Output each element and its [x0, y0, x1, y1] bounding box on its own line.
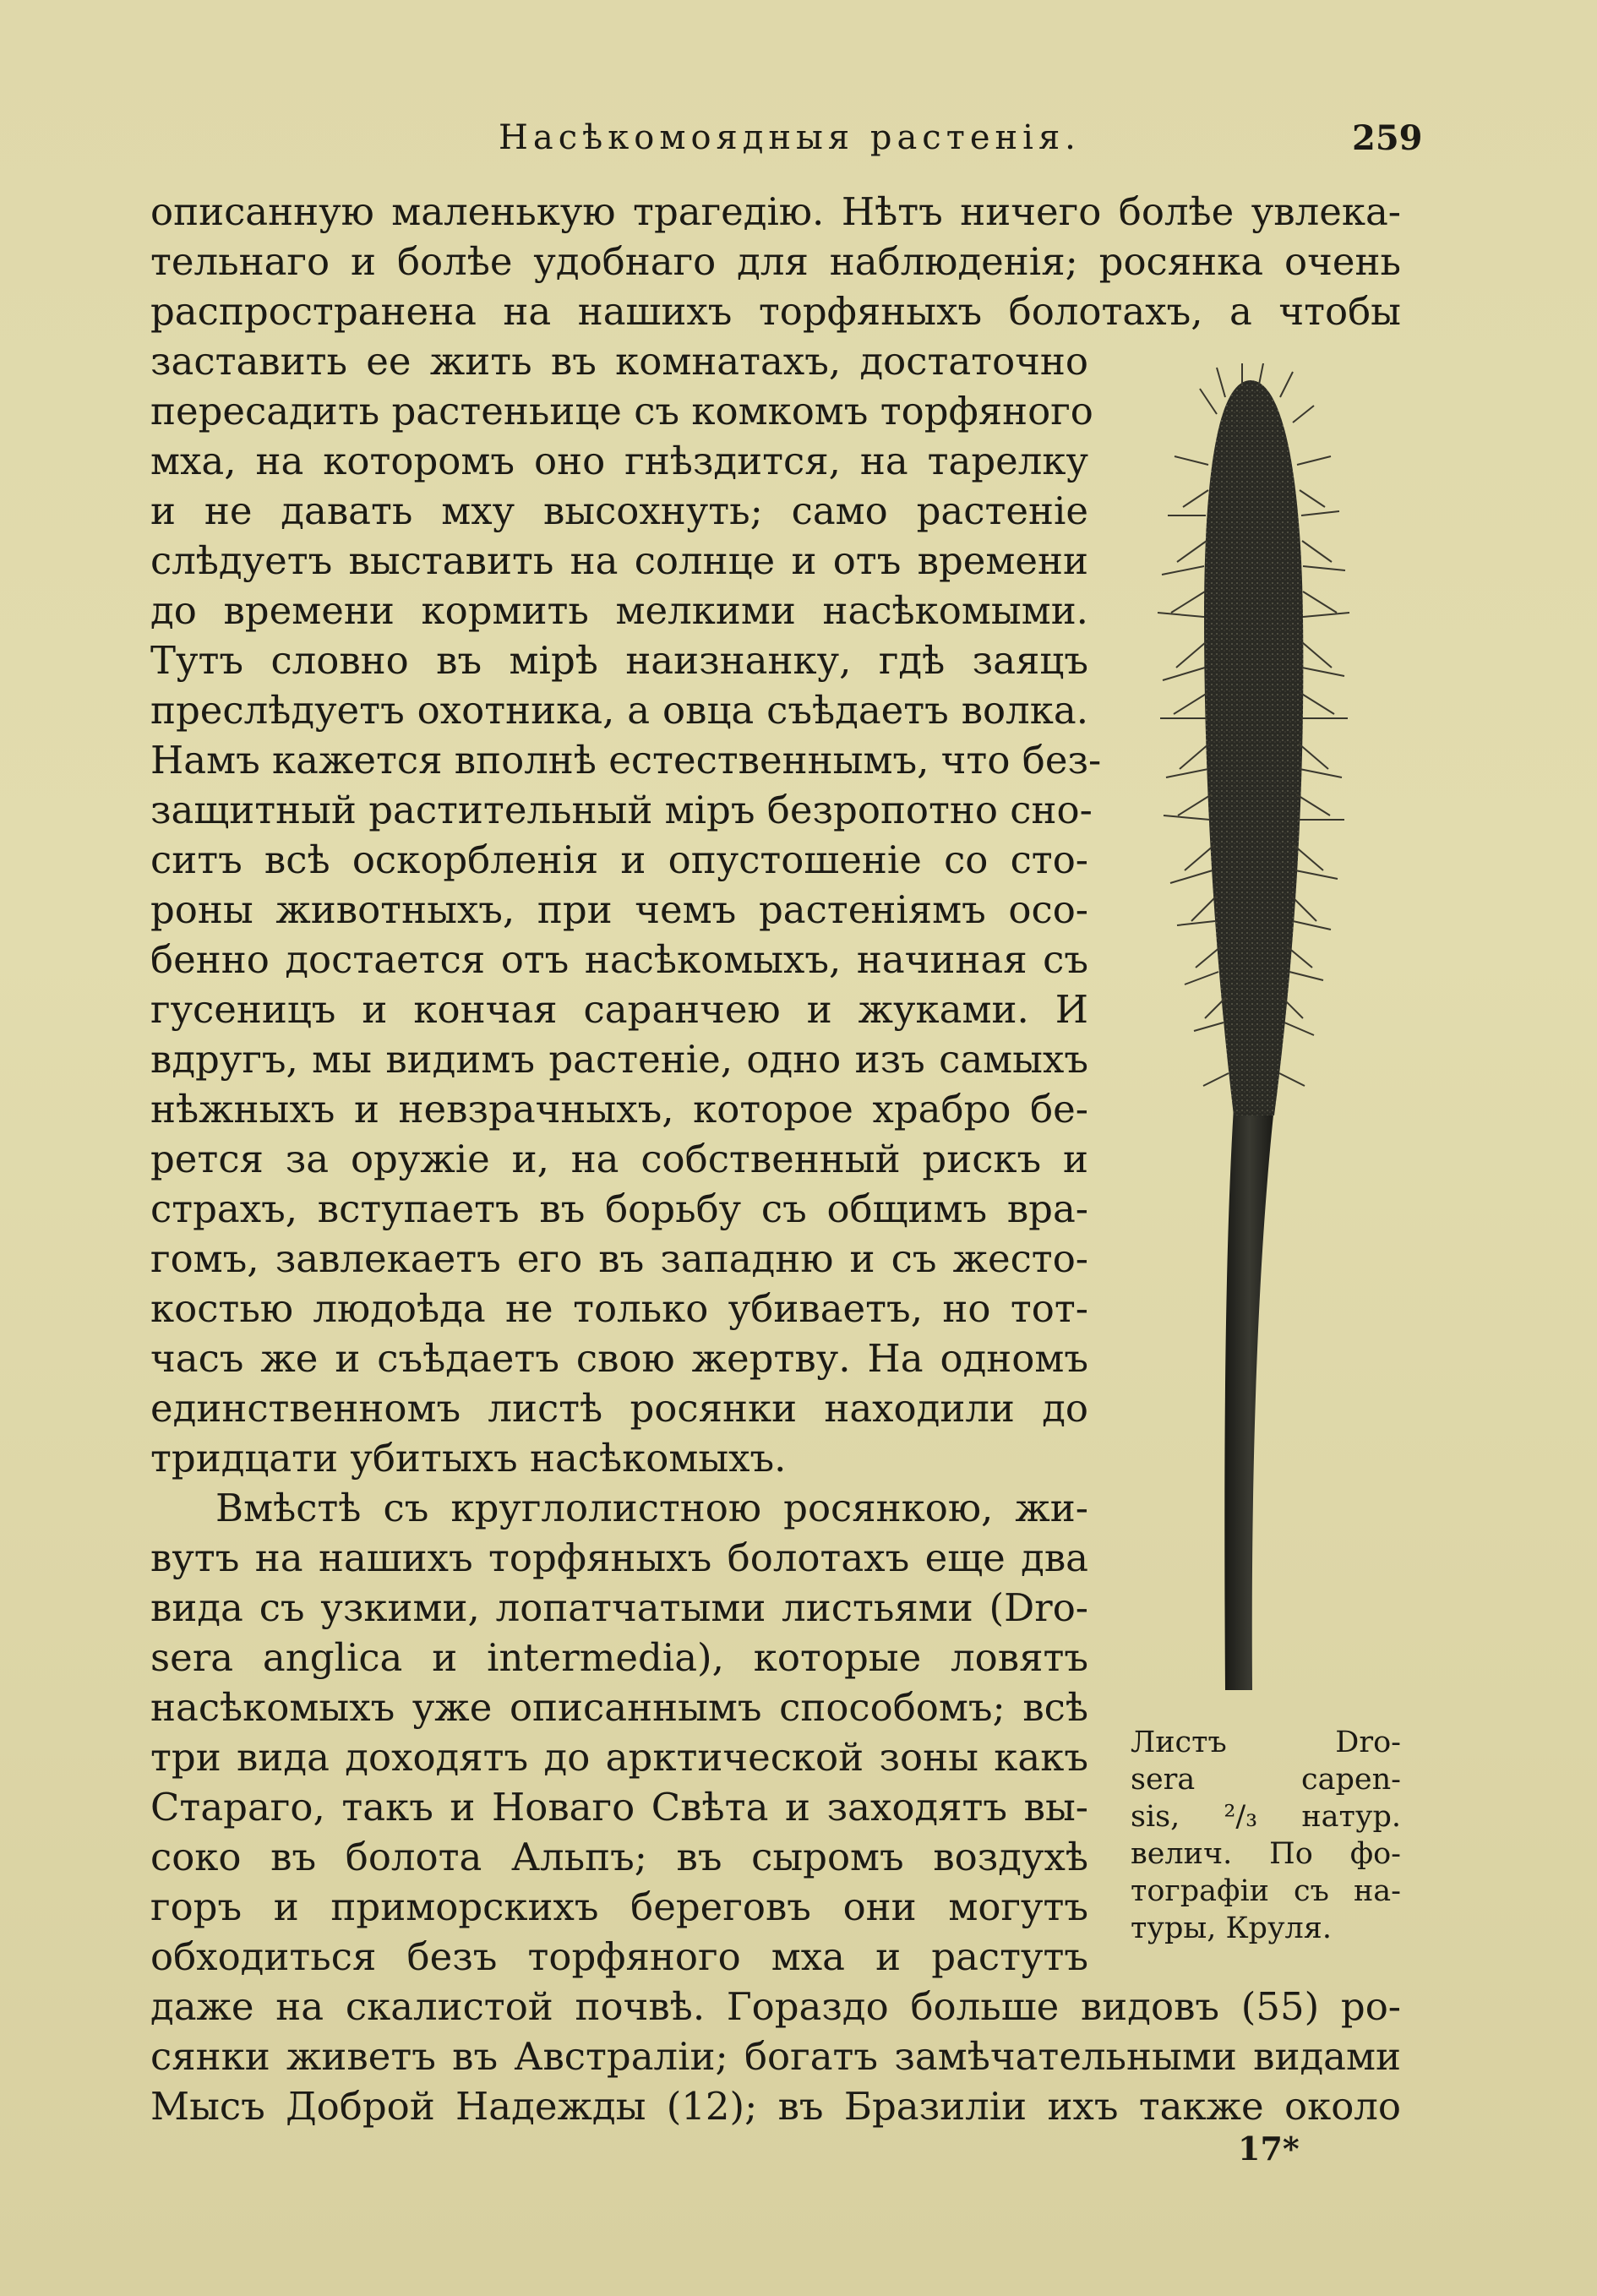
text-line: преслѣдуетъ охотника, а овца съѣдаетъ волка.: [150, 688, 1088, 733]
text-line: распространена на нашихъ торфяныхъ болотахъ, а чтобы: [150, 289, 1401, 334]
caption-line: sis, ²/₃ натур.: [1131, 1800, 1401, 1834]
text-line: Тутъ словно въ мірѣ наизнанку, гдѣ заяцъ: [150, 638, 1088, 683]
paragraph-first-line: Вмѣстѣ съ круглолистною росянкою, жи-: [215, 1486, 1088, 1530]
text-line: часъ же и съѣдаетъ свою жертву. На одномъ: [150, 1336, 1088, 1381]
text-line: роны животныхъ, при чемъ растеніямъ осо-: [150, 887, 1088, 932]
caption-line: велич. По фо-: [1131, 1837, 1401, 1871]
text-line: единственномъ листѣ росянки находили до: [150, 1386, 1088, 1431]
text-line: защитный растительный міръ безропотно сно-: [150, 788, 1093, 832]
text-line: костью людоѣда не только убиваетъ, но тот-: [150, 1286, 1088, 1331]
text-line: мха, на которомъ оно гнѣздится, на тарелку: [150, 439, 1088, 483]
text-line: описанную маленькую трагедію. Нѣтъ ничего болѣе увлека-: [150, 189, 1401, 234]
header-title: Насѣкомоядныя растенія.: [499, 118, 1081, 157]
leaf-stalk: [1224, 1107, 1274, 1690]
text-line: обходиться безъ торфяного мха и растутъ: [150, 1934, 1088, 1979]
text-line: рется за оружіе и, на собственный рискъ и: [150, 1137, 1088, 1181]
caption-line: sera capen-: [1131, 1763, 1401, 1797]
text-line: соко въ болота Альпъ; въ сыромъ воздухѣ: [150, 1835, 1088, 1879]
text-line: бенно достается отъ насѣкомыхъ, начиная съ: [150, 937, 1088, 982]
text-line: Намъ кажется вполнѣ естественнымъ, что без-: [150, 738, 1102, 783]
text-line: три вида доходятъ до арктической зоны какъ: [150, 1735, 1088, 1780]
page-number: 259: [1352, 118, 1423, 158]
text-line: даже на скалистой почвѣ. Гораздо больше видовъ (55) ро-: [150, 1984, 1401, 2029]
caption-line: Листъ Dro-: [1131, 1726, 1401, 1759]
text-line: пересадить растеньице съ комкомъ торфяного: [150, 389, 1093, 434]
text-line: ситъ всѣ оскорбленія и опустошеніе со сто-: [150, 837, 1088, 882]
text-line: вутъ на нашихъ торфяныхъ болотахъ еще два: [150, 1535, 1088, 1580]
drosera-leaf-illustration: [1124, 363, 1411, 1715]
text-line: вдругъ, мы видимъ растеніе, одно изъ самыхъ: [150, 1037, 1088, 1082]
text-line: нѣжныхъ и невзрачныхъ, которое храбро бе-: [150, 1087, 1088, 1132]
text-line: сянки живетъ въ Австраліи; богатъ замѣчательными видами: [150, 2034, 1401, 2079]
text-line: насѣкомыхъ уже описаннымъ способомъ; всѣ: [150, 1685, 1088, 1730]
text-line: тридцати убитыхъ насѣкомыхъ.: [150, 1436, 787, 1481]
text-line: заставить ее жить въ комнатахъ, достаточно: [150, 339, 1088, 384]
text-line: тельнаго и болѣе удобнаго для наблюденія; росянка очень: [150, 239, 1401, 284]
text-line: горъ и приморскихъ береговъ они могутъ: [150, 1884, 1088, 1929]
text-line: страхъ, вступаетъ въ борьбу съ общимъ вра-: [150, 1186, 1088, 1231]
text-line: гомъ, завлекаетъ его въ западню и съ жесто-: [150, 1236, 1088, 1281]
text-line: и не давать мху высохнуть; само растеніе: [150, 488, 1088, 533]
leaf-drawing: [1124, 363, 1411, 1715]
text-line: sera anglica и intermedia), которые ловятъ: [150, 1635, 1088, 1680]
text-line: Стараго, такъ и Новаго Свѣта и заходятъ вы-: [150, 1785, 1088, 1830]
text-line: до времени кормить мелкими насѣкомыми.: [150, 588, 1088, 633]
text-line: слѣдуетъ выставить на солнце и отъ времени: [150, 538, 1088, 583]
running-header: [0, 118, 1597, 169]
signature-mark: 17*: [1238, 2130, 1300, 2168]
caption-line: туры, Круля.: [1131, 1912, 1332, 1945]
figure-caption: [1131, 1724, 1401, 1947]
text-line: вида съ узкими, лопатчатыми листьями (Dro-: [150, 1585, 1088, 1630]
text-line: гусеницъ и кончая саранчею и жуками. И: [150, 987, 1088, 1032]
caption-line: тографіи съ на-: [1131, 1874, 1401, 1908]
text-line: Мысъ Доброй Надежды (12); въ Бразиліи ихъ также около: [150, 2084, 1401, 2129]
